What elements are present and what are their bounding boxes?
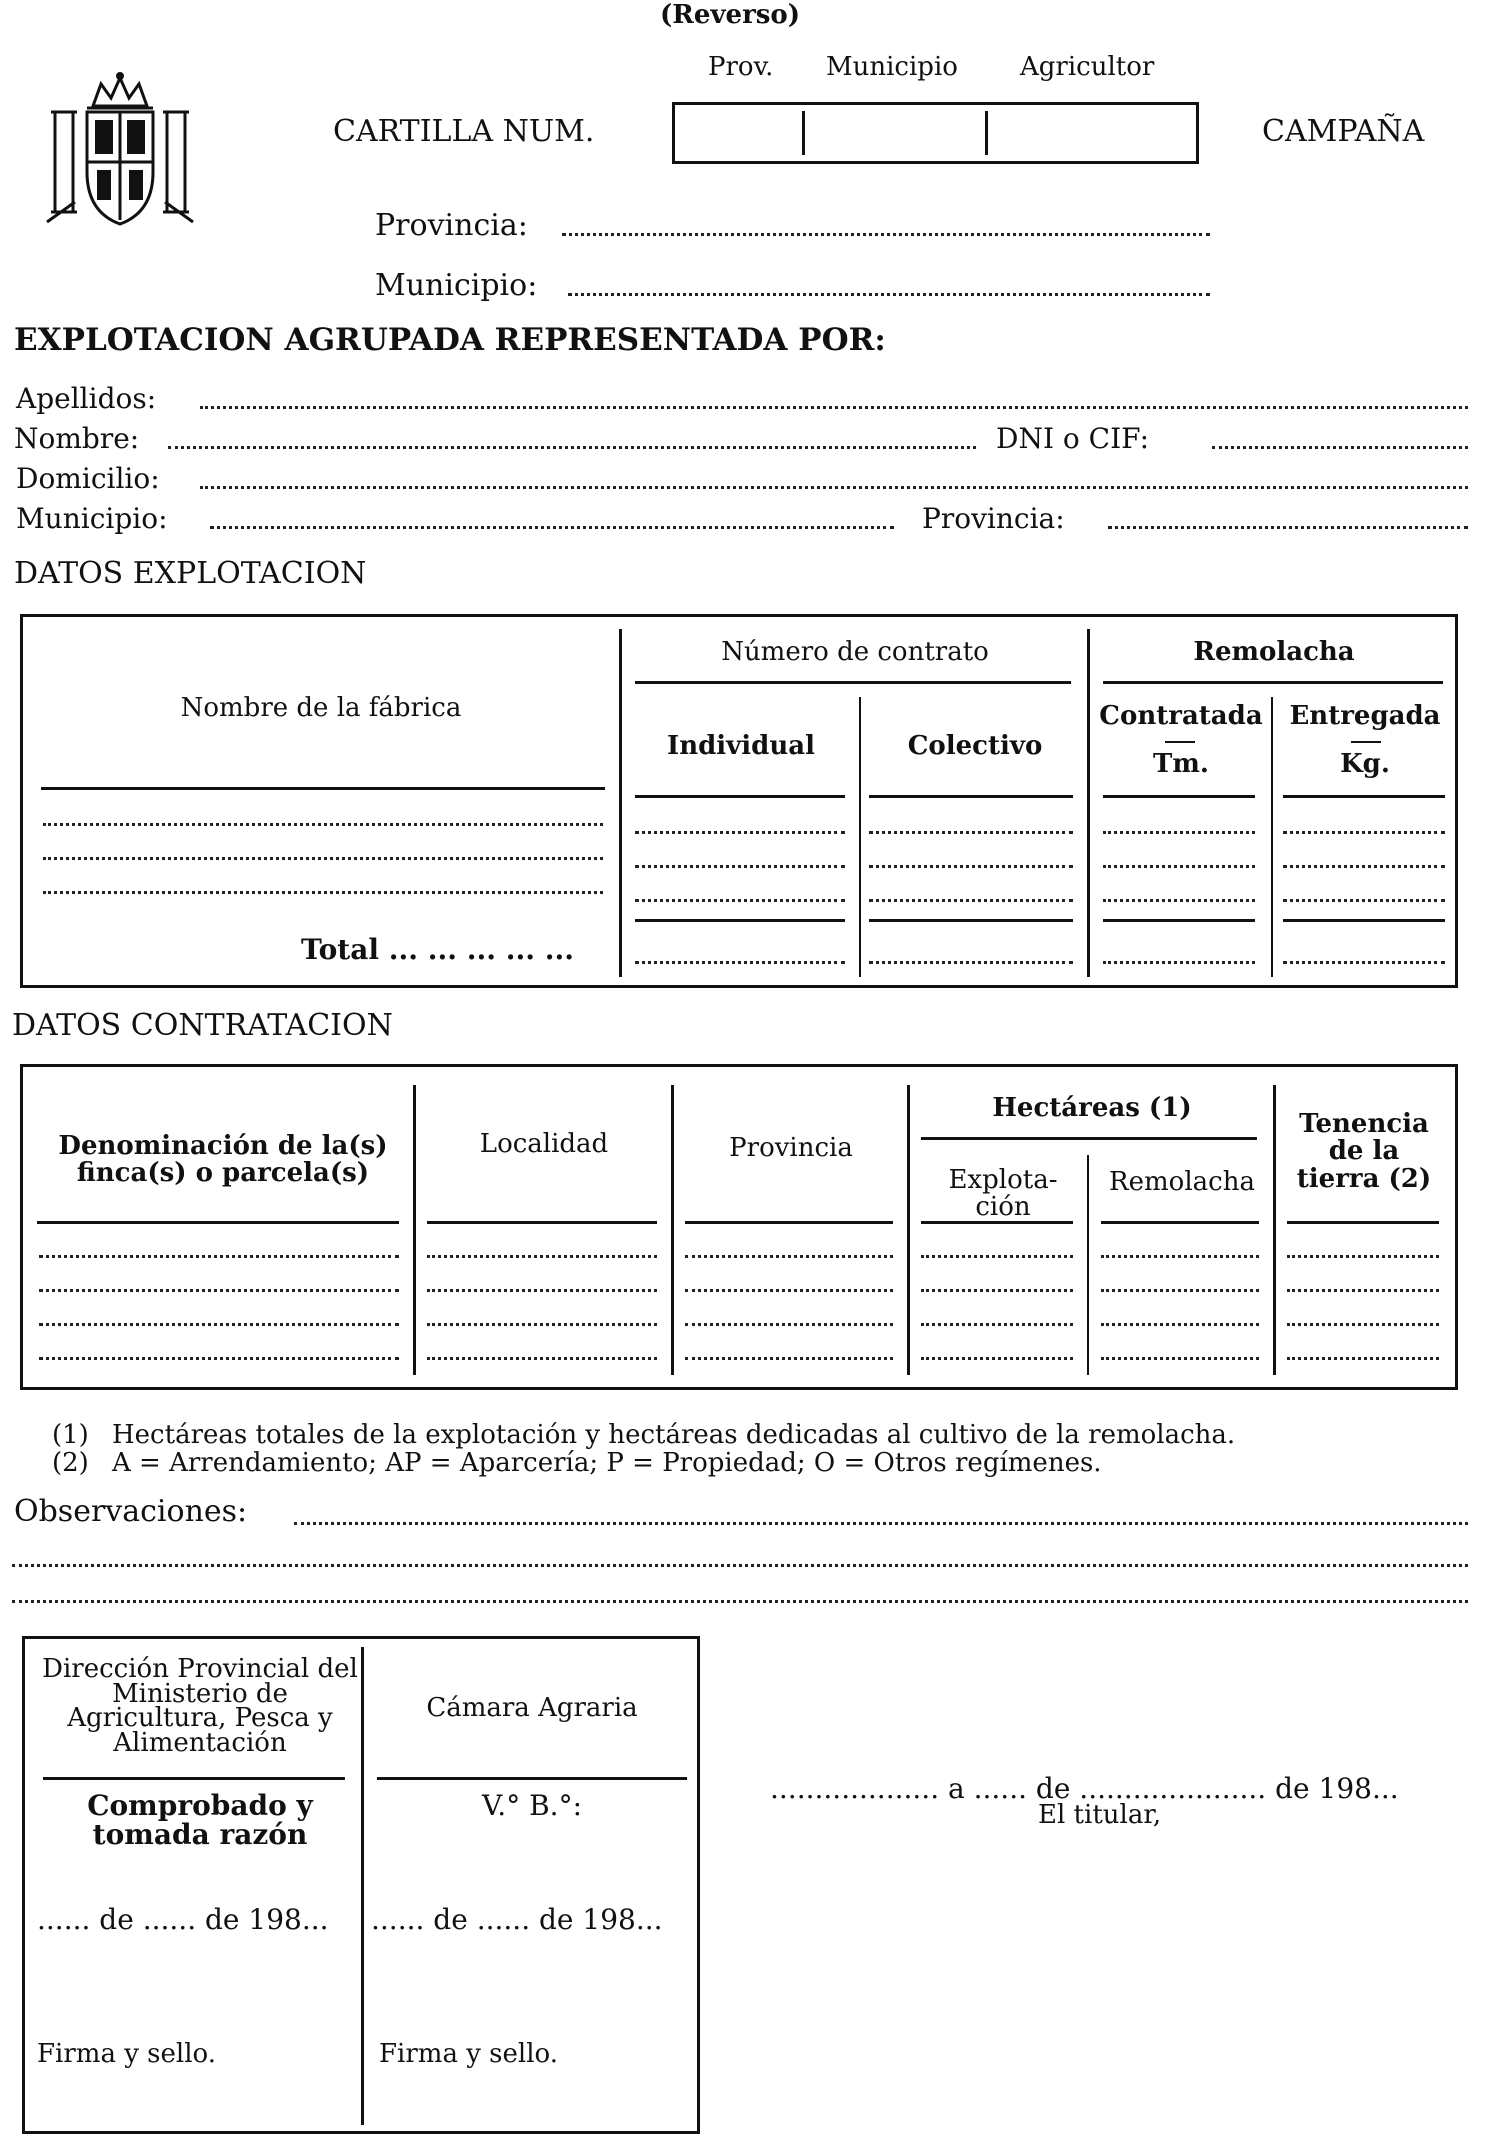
- col-divider: [413, 1085, 416, 1375]
- municipio-rep-label: Municipio:: [16, 502, 168, 535]
- signature-box: [22, 1636, 700, 2134]
- numero-contrato-header: Número de contrato: [721, 637, 989, 667]
- individual-row[interactable]: [635, 899, 845, 902]
- municipio-field[interactable]: [568, 293, 1210, 296]
- contratacion-table: [20, 1064, 1458, 1390]
- firma-mid: Firma y sello.: [379, 2039, 558, 2069]
- explotacion-row[interactable]: [921, 1255, 1073, 1258]
- total-rule: [635, 919, 845, 922]
- tenencia-row[interactable]: [1287, 1255, 1439, 1258]
- note-2-num: (2): [52, 1448, 89, 1478]
- observaciones-field[interactable]: [294, 1522, 1468, 1525]
- colectivo-header: Colectivo: [907, 731, 1043, 761]
- remolacha-ha-row[interactable]: [1101, 1255, 1259, 1258]
- col-divider: [361, 1647, 364, 2125]
- header-rule: [43, 1777, 345, 1780]
- col-divider: [1271, 697, 1273, 977]
- localidad-row[interactable]: [427, 1323, 657, 1326]
- cartilla-number-box[interactable]: [672, 102, 1199, 164]
- total-colectivo[interactable]: [869, 961, 1073, 964]
- denominacion-row[interactable]: [39, 1357, 399, 1360]
- camara-header: Cámara Agraria: [426, 1693, 638, 1723]
- explotacion-table: [20, 614, 1458, 988]
- tenencia-row[interactable]: [1287, 1289, 1439, 1292]
- header-rule: [41, 787, 605, 790]
- col-divider: [859, 697, 861, 977]
- direccion-header: Dirección Provincial del Ministerio de Agricultura, Pesca y Alimentación: [42, 1654, 358, 1759]
- col-divider: [619, 629, 622, 977]
- header-rule: [921, 1221, 1073, 1224]
- fecha-right[interactable]: ................... a ...... de ..................... de 198...: [770, 1772, 1399, 1805]
- individual-row[interactable]: [635, 831, 845, 834]
- domicilio-field[interactable]: [200, 486, 1468, 489]
- fabrica-row[interactable]: [43, 891, 603, 894]
- colectivo-row[interactable]: [869, 899, 1073, 902]
- colectivo-row[interactable]: [869, 865, 1073, 868]
- explotacion-row[interactable]: [921, 1323, 1073, 1326]
- header-rule: [1103, 795, 1255, 798]
- provincia-row[interactable]: [685, 1289, 893, 1292]
- col-divider: [907, 1085, 910, 1375]
- header-rule: [1103, 681, 1443, 684]
- provincia-row[interactable]: [685, 1357, 893, 1360]
- localidad-header: Localidad: [479, 1129, 609, 1159]
- total-rule: [1283, 919, 1445, 922]
- municipio-code-label: Municipio: [826, 52, 958, 82]
- col-divider: [671, 1085, 674, 1375]
- entregada-unit: Kg.: [1340, 749, 1390, 779]
- box-divider: [802, 111, 805, 155]
- representante-title: EXPLOTACION AGRUPADA REPRESENTADA POR:: [14, 322, 886, 358]
- denominacion-header: Denominación de la(s) finca(s) o parcela(s): [58, 1131, 388, 1189]
- apellidos-label: Apellidos:: [16, 382, 157, 415]
- cartilla-label: CARTILLA NUM.: [333, 114, 595, 149]
- explotacion-row[interactable]: [921, 1357, 1073, 1360]
- vb-label: V.° B.°:: [481, 1789, 583, 1822]
- observaciones-label: Observaciones:: [14, 1494, 248, 1529]
- contratada-header: Contratada: [1099, 701, 1263, 731]
- total-contratada[interactable]: [1103, 961, 1255, 964]
- header-rule: [427, 1221, 657, 1224]
- header-rule: [377, 1777, 687, 1780]
- total-rule: [1103, 919, 1255, 922]
- entregada-row[interactable]: [1283, 831, 1445, 834]
- nombre-field[interactable]: [168, 446, 976, 449]
- individual-row[interactable]: [635, 865, 845, 868]
- tenencia-row[interactable]: [1287, 1323, 1439, 1326]
- box-divider: [985, 111, 988, 155]
- provincia-rep-label: Provincia:: [922, 502, 1065, 535]
- total-label: Total ... ... ... ... ...: [301, 933, 574, 966]
- entregada-row[interactable]: [1283, 899, 1445, 902]
- entregada-row[interactable]: [1283, 865, 1445, 868]
- firma-left: Firma y sello.: [37, 2039, 216, 2069]
- col-divider: [1273, 1085, 1276, 1375]
- header-rule: [921, 1137, 1257, 1140]
- note-1-num: (1): [52, 1420, 89, 1450]
- titular-label: El titular,: [1038, 1800, 1162, 1830]
- explotacion-row[interactable]: [921, 1289, 1073, 1292]
- total-entregada[interactable]: [1283, 961, 1445, 964]
- provincia-label: Provincia:: [375, 208, 528, 243]
- note-1-text: Hectáreas totales de la explotación y hectáreas dedicadas al cultivo de la remolacha.: [112, 1420, 1236, 1450]
- contratada-row[interactable]: [1103, 899, 1255, 902]
- unit-dash: [1351, 741, 1381, 743]
- dni-field[interactable]: [1212, 446, 1468, 449]
- coat-of-arms-icon: [45, 72, 195, 230]
- fabrica-row[interactable]: [43, 857, 603, 860]
- remolacha-ha-row[interactable]: [1101, 1323, 1259, 1326]
- col-divider: [1087, 1155, 1089, 1375]
- observaciones-field[interactable]: [12, 1564, 1468, 1567]
- provincia-row[interactable]: [685, 1255, 893, 1258]
- hectareas-header: Hectáreas (1): [992, 1093, 1192, 1123]
- observaciones-field[interactable]: [12, 1600, 1468, 1603]
- fecha-left[interactable]: ...... de ...... de 198...: [37, 1903, 329, 1936]
- header-rule: [1283, 795, 1445, 798]
- note-2-text: A = Arrendamiento; AP = Aparcería; P = Propiedad; O = Otros regímenes.: [112, 1448, 1102, 1478]
- total-rule: [869, 919, 1073, 922]
- fabrica-header: Nombre de la fábrica: [180, 693, 462, 723]
- remolacha-ha-row[interactable]: [1101, 1289, 1259, 1292]
- header-rule: [1287, 1221, 1439, 1224]
- header-rule: [635, 795, 845, 798]
- provincia-rep-field[interactable]: [1108, 526, 1468, 529]
- datos-explotacion-title: DATOS EXPLOTACION: [14, 556, 367, 591]
- contratada-row[interactable]: [1103, 865, 1255, 868]
- provincia-field[interactable]: [562, 233, 1210, 236]
- datos-contratacion-title: DATOS CONTRATACION: [12, 1008, 393, 1043]
- localidad-row[interactable]: [427, 1357, 657, 1360]
- header-rule: [37, 1221, 399, 1224]
- campana-label: CAMPAÑA: [1262, 114, 1425, 149]
- localidad-row[interactable]: [427, 1289, 657, 1292]
- header-rule: [635, 681, 1071, 684]
- tenencia-header: Tenencia de la tierra (2): [1296, 1109, 1432, 1194]
- total-individual[interactable]: [635, 961, 845, 964]
- denominacion-row[interactable]: [39, 1255, 399, 1258]
- prov-code-label: Prov.: [708, 52, 774, 82]
- unit-dash: [1165, 741, 1195, 743]
- colectivo-row[interactable]: [869, 831, 1073, 834]
- header-rule: [1101, 1221, 1259, 1224]
- denominacion-row[interactable]: [39, 1289, 399, 1292]
- denominacion-row[interactable]: [39, 1323, 399, 1326]
- provincia-header: Provincia: [729, 1133, 853, 1163]
- apellidos-field[interactable]: [200, 406, 1468, 409]
- header-rule: [685, 1221, 893, 1224]
- col-divider: [1087, 629, 1090, 977]
- fecha-mid[interactable]: ...... de ...... de 198...: [371, 1903, 663, 1936]
- remolacha-ha-row[interactable]: [1101, 1357, 1259, 1360]
- reverso-label: (Reverso): [660, 0, 801, 30]
- nombre-label: Nombre:: [14, 422, 140, 455]
- municipio-label: Municipio:: [375, 268, 538, 303]
- provincia-row[interactable]: [685, 1323, 893, 1326]
- comprobado-label: Comprobado y tomada razón: [87, 1789, 313, 1852]
- municipio-rep-field[interactable]: [210, 526, 894, 529]
- localidad-row[interactable]: [427, 1255, 657, 1258]
- explotacion-header: Explota-ción: [948, 1165, 1058, 1223]
- dni-label: DNI o CIF:: [996, 422, 1150, 455]
- tenencia-row[interactable]: [1287, 1357, 1439, 1360]
- entregada-header: Entregada: [1289, 701, 1441, 731]
- fabrica-row[interactable]: [43, 823, 603, 826]
- domicilio-label: Domicilio:: [16, 462, 160, 495]
- remolacha-header: Remolacha: [1193, 637, 1355, 667]
- header-rule: [869, 795, 1073, 798]
- agricultor-code-label: Agricultor: [1020, 52, 1155, 82]
- remolacha-ha-header: Remolacha: [1109, 1167, 1255, 1197]
- individual-header: Individual: [667, 731, 815, 761]
- contratada-unit: Tm.: [1153, 749, 1209, 779]
- contratada-row[interactable]: [1103, 831, 1255, 834]
